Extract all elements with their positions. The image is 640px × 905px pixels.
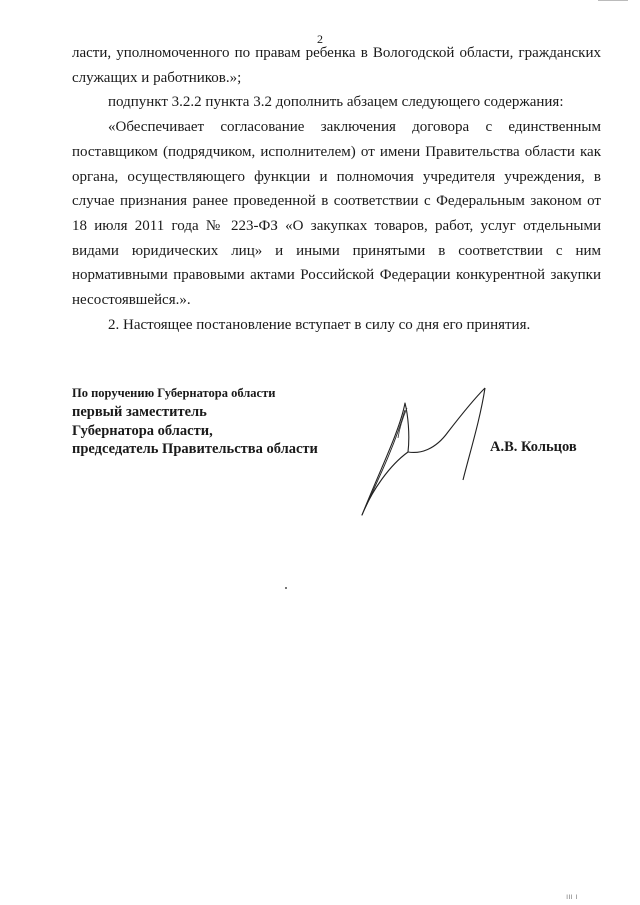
on-behalf-line: По поручению Губернатора области — [72, 386, 276, 400]
scan-speck — [285, 587, 287, 589]
signer-name: А.В. Кольцов — [490, 439, 577, 455]
signature-block — [72, 385, 372, 459]
document-body — [72, 41, 601, 337]
position-line-3: председатель Правительства области — [72, 441, 318, 457]
handwritten-signature — [350, 380, 510, 525]
paragraph-subpoint: подпункт 3.2.2 пункта 3.2 дополнить абзацем следующего содержания: — [108, 94, 564, 111]
paragraph-quote: «Обеспечивает согласование заключения договора с единственным поставщиком (подрядчиком, исполнителем) от имени Правительства области как органа, осуществляющего функции и полномочия учредителя учреждения, в случае признания ранее проведенной в соответствии с Федеральным законом от 18 июля 2011 года № 223-ФЗ «О закупках товаров, работ, услуг отдельными видами юридических лиц» и иными принятыми в соответствии с ним нормативными правовыми актами Российской Федерации конкурентной закупки несостоявшейся.». — [72, 119, 601, 309]
paragraph-continuation: ласти, уполномоченного по правам ребенка в Вологодской области, гражданских служащих и работников.»; — [72, 45, 601, 86]
paragraph-effective-date: 2. Настоящее постановление вступает в силу со дня его принятия. — [108, 316, 531, 333]
position-line-1: первый заместитель — [72, 404, 207, 420]
footer-mark: ııı ı — [566, 892, 578, 901]
page-number: 2 — [317, 32, 323, 46]
scan-edge-mark — [598, 0, 628, 1]
position-line-2: Губернатора области, — [72, 422, 213, 439]
